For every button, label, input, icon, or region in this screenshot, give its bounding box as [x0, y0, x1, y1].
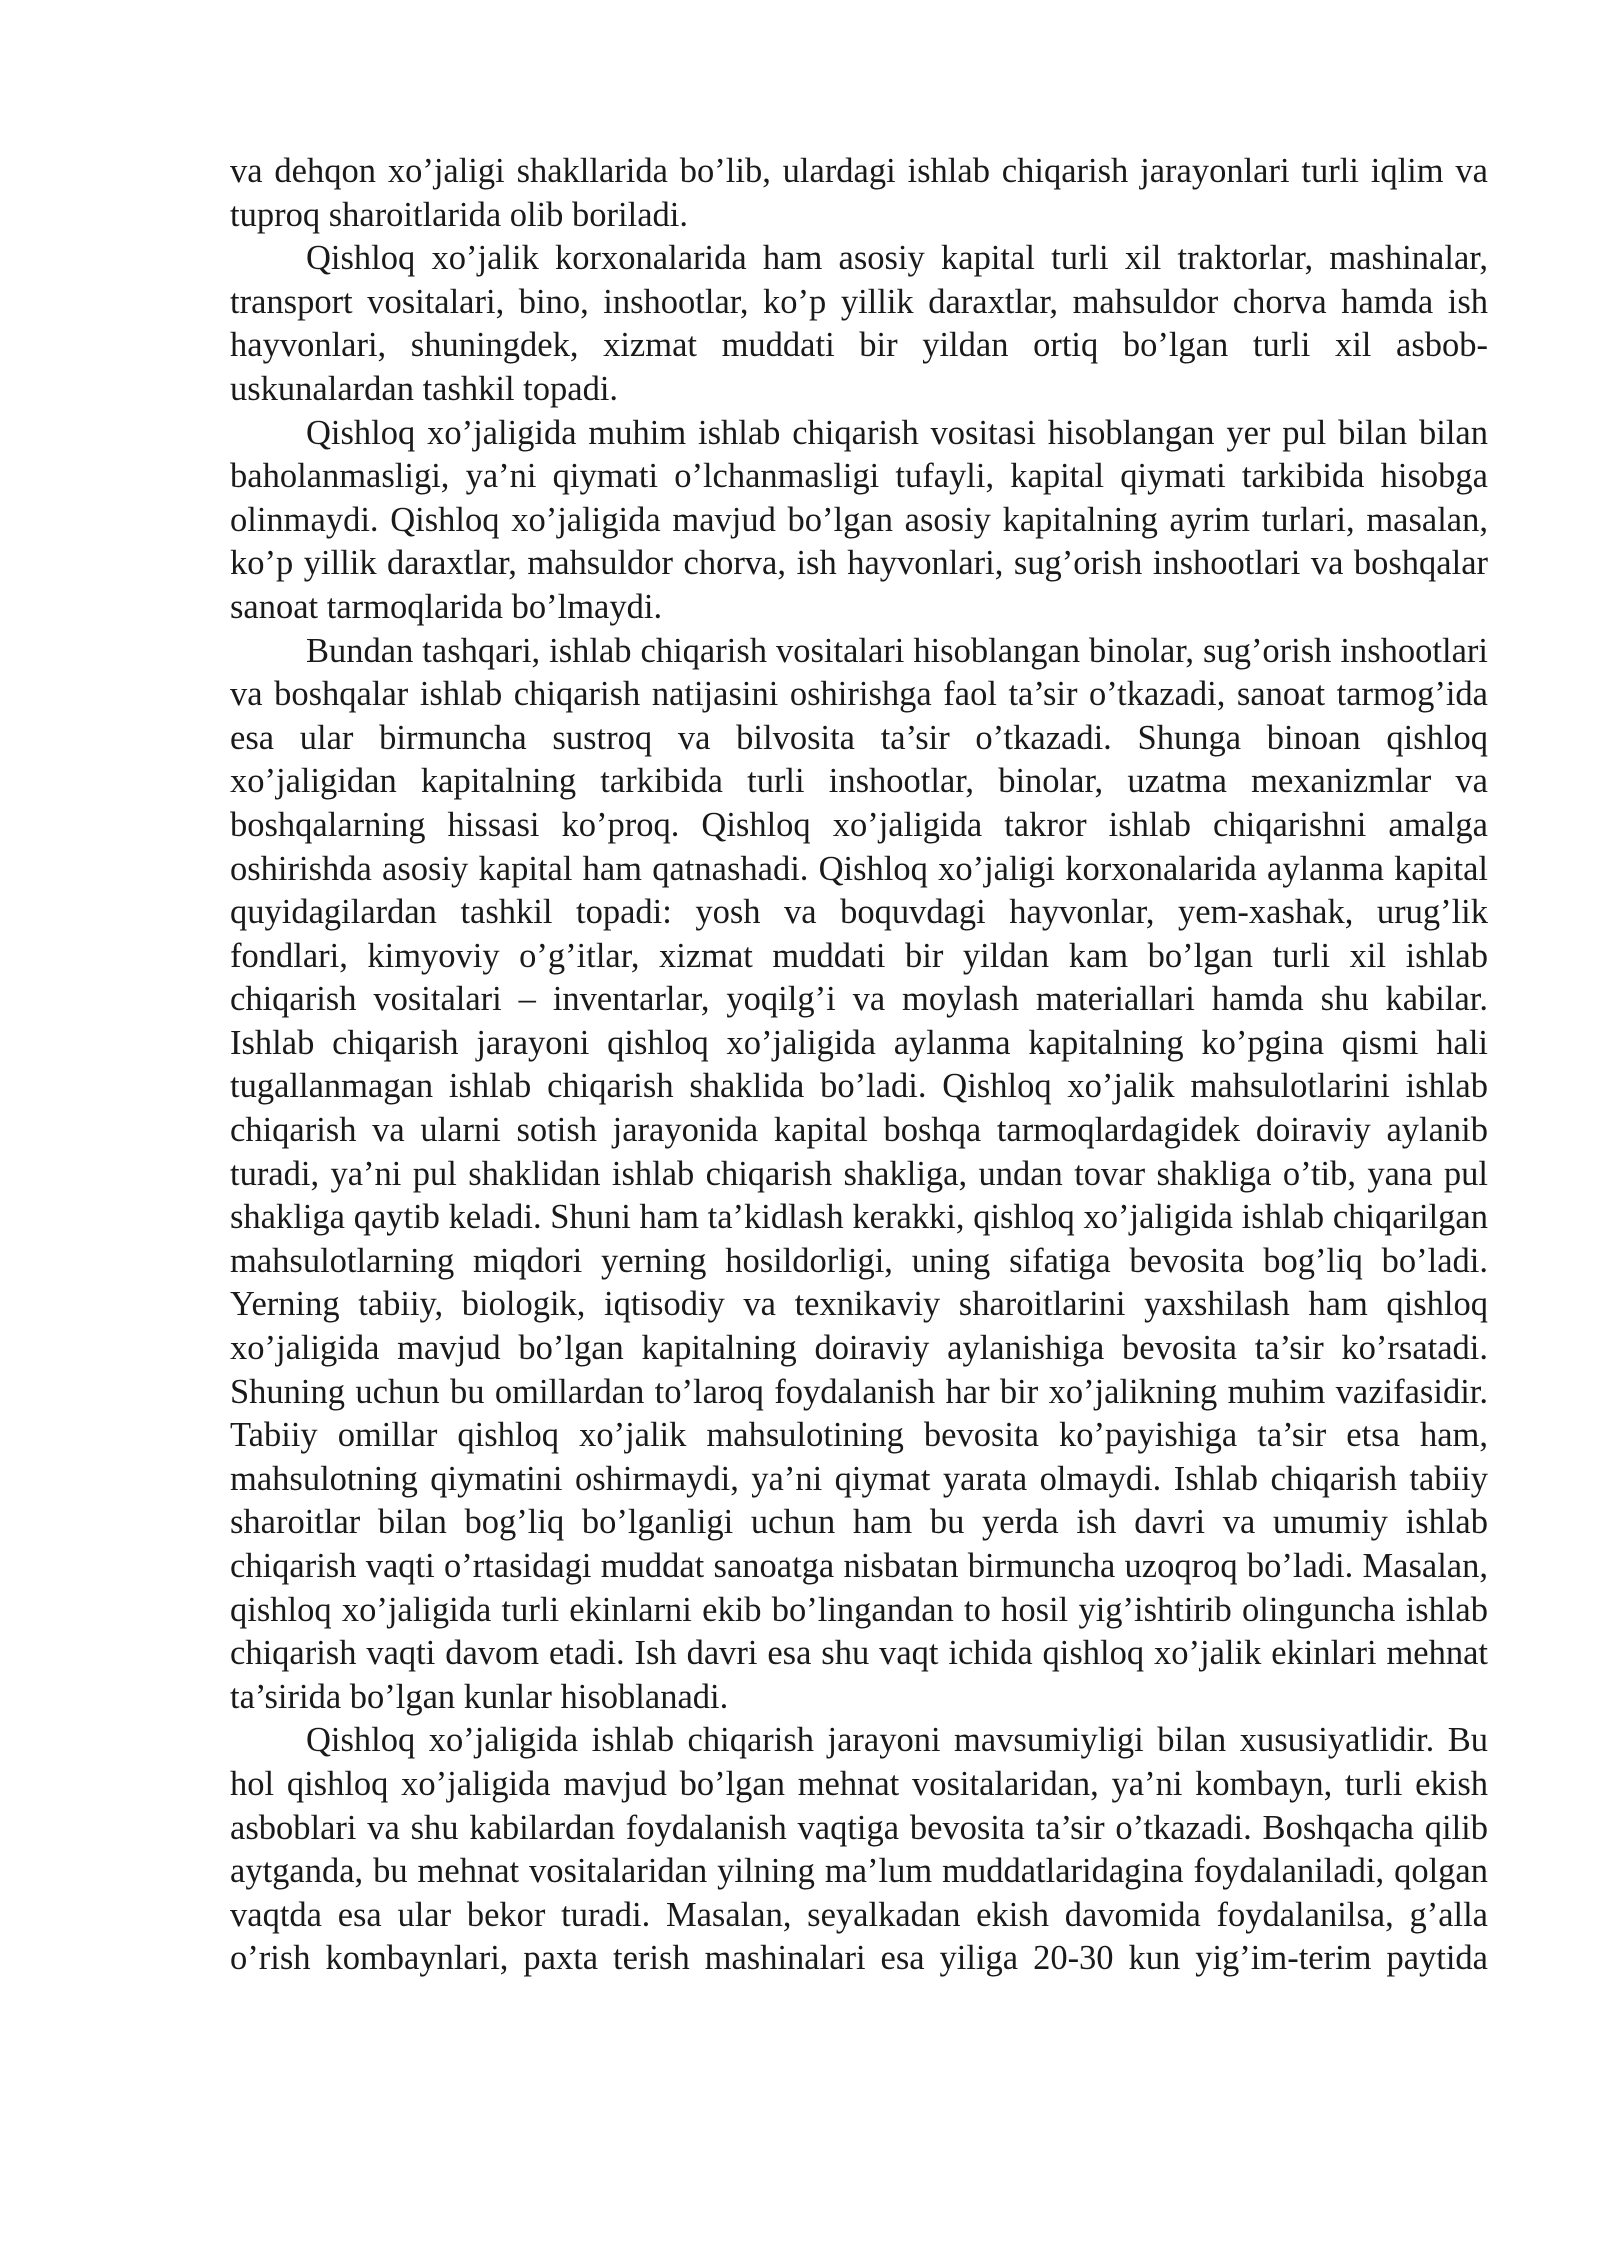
document-page — [230, 150, 1488, 1981]
paragraph-1: va dehqon xo’jaligi shakllarida bo’lib, ulardagi ishlab chiqarish jarayonlari turli iqlim va tuproq sharoitlarida olib boriladi. — [230, 152, 1488, 234]
paragraph-3: Qishloq xo’jaligida muhim ishlab chiqarish vositasi hisoblangan yer pul bilan bilan baholanmasligi, ya’ni qiymati o’lchanmasligi tufayli, kapital qiymati tarkibida hisobga olinmaydi. Qishloq xo’jaligida mavjud bo’lgan asosiy kapitalning ayrim turlari, masalan, ko’p yillik daraxtlar, mahsuldor chorva, ish hayvonlari, sug’orish inshootlari va boshqalar sanoat tarmoqlarida bo’lmaydi. — [230, 413, 1488, 626]
paragraph-4: Bundan tashqari, ishlab chiqarish vositalari hisoblangan binolar, sug’orish inshootlari va boshqalar ishlab chiqarish natijasini oshirishga faol ta’sir o’tkazadi, sanoat tarmog’ida esa ular birmuncha sustroq va bilvosita ta’sir o’tkazadi. Shunga binoan qishloq xo’jaligidan kapitalning tarkibida turli inshootlar, binolar, uzatma mexanizmlar va boshqalarning hissasi ko’proq. Qishloq xo’jaligida takror ishlab chiqarishni amalga oshirishda asosiy kapital ham qatnashadi. Qishloq xo’jaligi korxonalarida aylanma kapital quyidagilardan tashkil topadi: yosh va boquvdagi hayvonlar, yem-xashak, urug’lik fondlari, kimyoviy o’g’itlar, xizmat muddati bir yildan kam bo’lgan turli xil ishlab chiqarish vositalari – inventarlar, yoqilg’i va moylash materiallari hamda shu kabilar. Ishlab chiqarish jarayoni qishloq xo’jaligida aylanma kapitalning ko’pgina qismi hali tugallanmagan ishlab chiqarish shaklida bo’ladi. Qishloq xo’jalik mahsulotlarini ishlab chiqarish va ularni sotish jarayonida kapital boshqa tarmoqlardagidek doiraviy aylanib turadi, ya’ni pul shaklidan ishlab chiqarish shakliga, undan tovar shakliga o’tib, yana pul shakliga qaytib keladi. Shuni ham ta’kidlash kerakki, qishloq xo’jaligida ishlab chiqarilgan mahsulotlarning miqdori yerning hosildorligi, uning sifatiga bevosita bog’liq bo’ladi. Yerning tabiiy, biologik, iqtisodiy va texnikaviy sharoitlarini yaxshilash ham qishloq xo’jaligida mavjud bo’lgan kapitalning doiraviy aylanishiga bevosita ta’sir ko’rsatadi. Shuning uchun bu omillardan to’laroq foydalanish har bir xo’jalikning muhim vazifasidir. Tabiiy omillar qishloq xo’jalik mahsulotining bevosita ko’payishiga ta’sir etsa ham, mahsulotning qiymatini oshirmaydi, ya’ni qiymat yarata olmaydi. Ishlab chiqarish tabiiy sharoitlar bilan bog’liq bo’lganligi uchun ham bu yerda ish davri va umumiy ishlab chiqarish vaqti o’rtasidagi muddat sanoatga nisbatan birmuncha uzoqroq bo’ladi. Masalan, qishloq xo’jaligida turli ekinlarni ekib bo’lingandan to hosil yig’ishtirib olinguncha ishlab chiqarish vaqti davom etadi. Ish davri esa shu vaqt ichida qishloq xo’jalik ekinlari mehnat ta’sirida bo’lgan kunlar hisoblanadi. — [230, 631, 1488, 1716]
paragraph-5: Qishloq xo’jaligida ishlab chiqarish jarayoni mavsumiyligi bilan xususiyatlidir. Bu hol qishloq xo’jaligida mavjud bo’lgan mehnat vositalaridan, ya’ni kombayn, turli ekish asboblari va shu kabilardan foydalanish vaqtiga bevosita ta’sir o’tkazadi. Boshqacha qilib aytganda, bu mehnat vositalaridan yilning ma’lum muddatlaridagina foydalaniladi, qolgan vaqtda esa ular bekor turadi. Masalan, seyalkadan ekish davomida foydalanilsa, g’alla o’rish kombaynlari, paxta terish mashinalari esa yiliga 20-30 kun yig’im-terim paytida — [230, 1721, 1488, 1978]
paragraph-2: Qishloq xo’jalik korxonalarida ham asosiy kapital turli xil traktorlar, mashinalar, transport vositalari, bino, inshootlar, ko’p yillik daraxtlar, mahsuldor chorva hamda ish hayvonlari, shuningdek, xizmat muddati bir yildan ortiq bo’lgan turli xil asbob-uskunalardan tashkil topadi. — [230, 239, 1488, 408]
